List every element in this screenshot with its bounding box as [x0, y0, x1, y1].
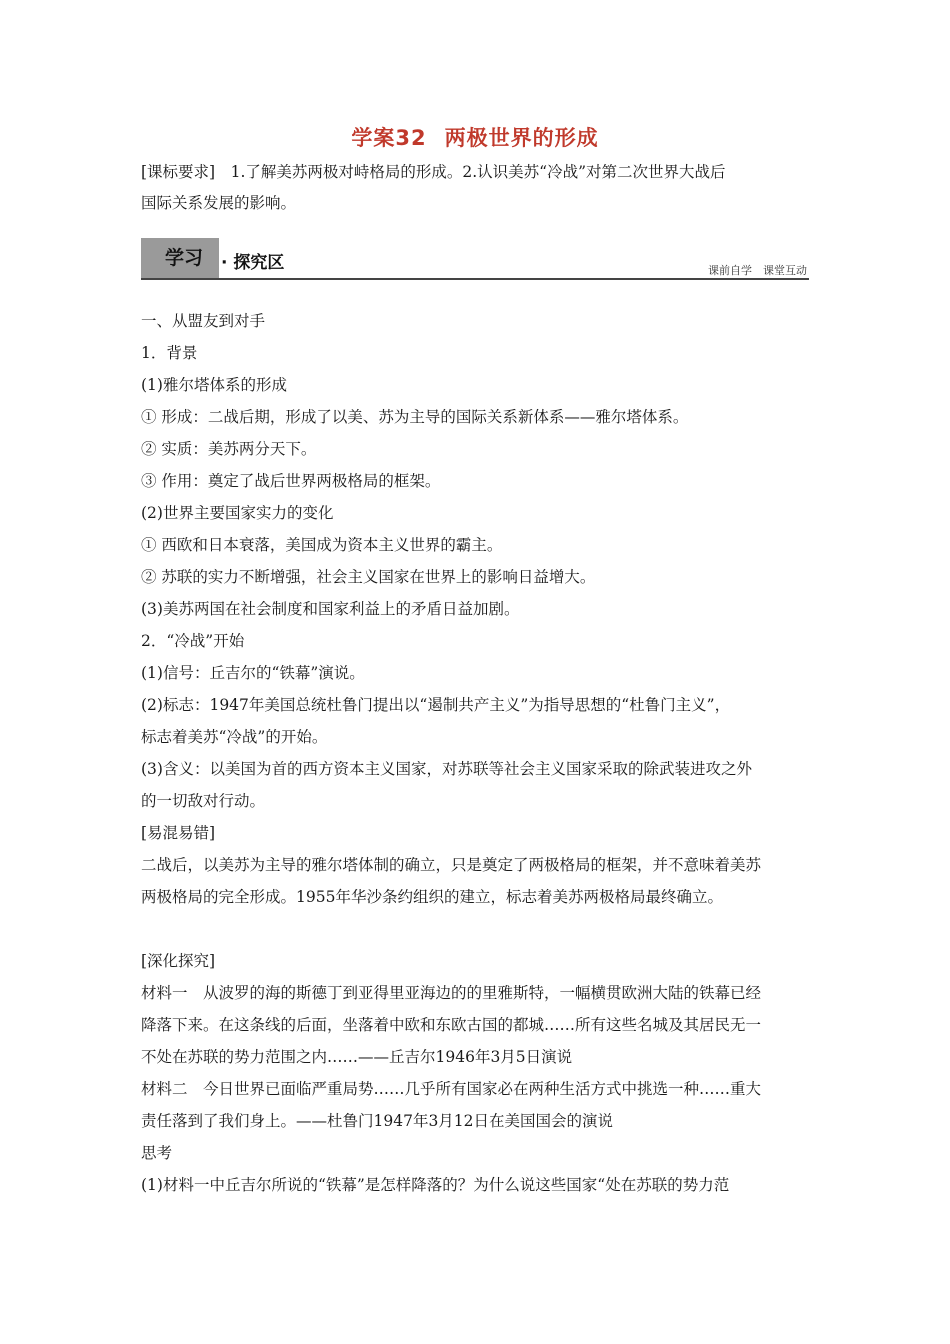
title-name: 两极世界的形成	[444, 126, 599, 150]
text-line: 2．“冷战”开始	[141, 632, 245, 650]
text-line: (1)雅尔塔体系的形成	[141, 376, 287, 394]
title-number: 学案32	[351, 126, 427, 150]
text-line: 两极格局的完全形成。1955年华沙条约组织的建立，标志着美苏两极格局最终确立。	[141, 888, 723, 906]
text-line: (3)含义：以美国为首的西方资本主义国家，对苏联等社会主义国家采取的除武装进攻之外	[141, 760, 752, 778]
requirements-line-2: 国际关系发展的影响。	[141, 194, 297, 212]
text-line: 材料二 今日世界已面临严重局势……几乎所有国家必在两种生活方式中挑选一种……重大	[141, 1080, 762, 1098]
text-line: ② 苏联的实力不断增强，社会主义国家在世界上的影响日益增大。	[141, 568, 596, 586]
text-line: 思考	[141, 1144, 173, 1162]
section-right-label: 课前自学 课堂互动	[708, 264, 807, 277]
text-line: 的一切敌对行动。	[141, 792, 266, 810]
text-line: 二战后，以美苏为主导的雅尔塔体制的确立，只是奠定了两极格局的框架，并不意味着美苏	[141, 856, 762, 874]
text-line: (2)标志：1947年美国总统杜鲁门提出以“遏制共产主义”为指导思想的“杜鲁门主义”，	[141, 696, 731, 714]
text-line: 降落下来。在这条线的后面，坐落着中欧和东欧古国的都城……所有这些名城及其居民无一	[141, 1016, 762, 1034]
text-line: 责任落到了我们身上。——杜鲁门1947年3月12日在美国国会的演说	[141, 1112, 614, 1130]
section-tab: 学习	[141, 238, 219, 278]
text-line: (3)美苏两国在社会制度和国家利益上的矛盾日益加剧。	[141, 600, 520, 618]
section-divider	[141, 278, 809, 280]
text-line: (1)信号：丘吉尔的“铁幕”演说。	[141, 664, 365, 682]
text-line: [深化探究]	[141, 952, 216, 970]
requirements-line-1: [课标要求] 1.了解美苏两极对峙格局的形成。2.认识美苏“冷战”对第二次世界大战后	[141, 163, 726, 181]
text-line: [易混易错]	[141, 824, 216, 842]
text-line: 标志着美苏“冷战”的开始。	[141, 728, 328, 746]
text-line: (2)世界主要国家实力的变化	[141, 504, 334, 522]
text-line: 一、从盟友到对手	[141, 312, 266, 330]
text-line: ③ 作用：奠定了战后世界两极格局的框架。	[141, 472, 441, 490]
page-title	[0, 122, 950, 152]
text-line: ② 实质：美苏两分天下。	[141, 440, 317, 458]
text-line: 材料一 从波罗的海的斯德丁到亚得里亚海边的的里雅斯特，一幅横贯欧洲大陆的铁幕已经	[141, 984, 762, 1002]
text-line: (1)材料一中丘吉尔所说的“铁幕”是怎样降落的？为什么说这些国家“处在苏联的势力范	[141, 1176, 730, 1194]
section-bar	[141, 238, 809, 280]
text-line: ① 西欧和日本衰落，美国成为资本主义世界的霸主。	[141, 536, 503, 554]
section-subtitle: · 探究区	[221, 253, 285, 273]
text-line: ① 形成：二战后期，形成了以美、苏为主导的国际关系新体系——雅尔塔体系。	[141, 408, 689, 426]
text-line: 不处在苏联的势力范围之内……——丘吉尔1946年3月5日演说	[141, 1048, 573, 1066]
text-line: 1．背景	[141, 344, 198, 362]
